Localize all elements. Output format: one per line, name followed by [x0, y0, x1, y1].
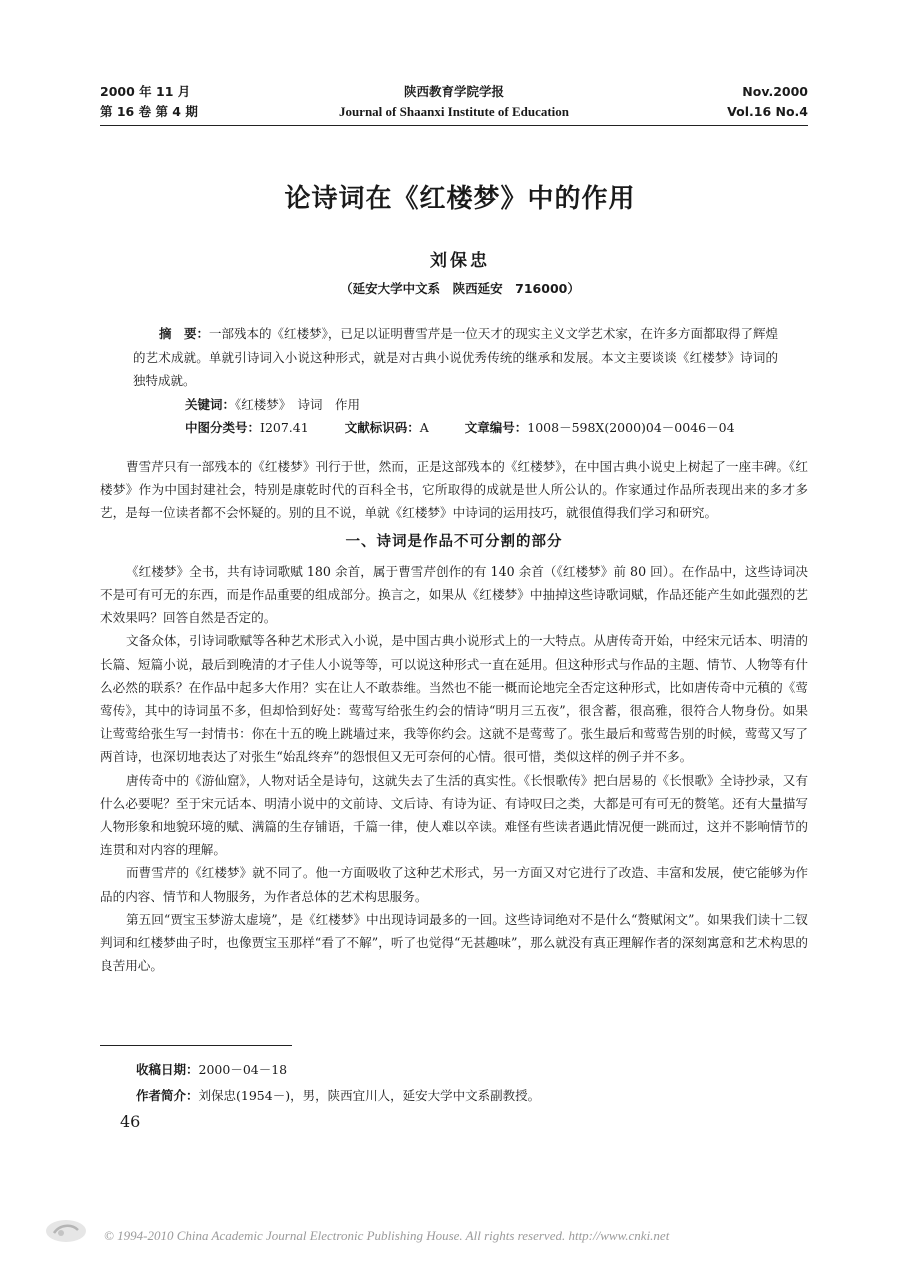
header-date-en: Nov.2000	[742, 84, 808, 99]
header-volume-en: Vol.16 No.4	[727, 104, 808, 119]
body-paragraph: 《红楼梦》全书，共有诗词歌赋 180 余首，属于曹雪芹创作的有 140 余首（《红楼梦》前 80 回）。在作品中，这些诗词决不是可有可无的东西，而是作品重要的组成部分。换言之，如果从《红楼梦》中抽掉这些诗歌词赋，作品还能产生如此强烈的艺术效果吗？回答自然是否定的。	[100, 563, 808, 626]
abstract-label: 摘 要：	[159, 326, 210, 341]
received-date	[136, 1057, 540, 1083]
intro-paragraph: 曹雪芹只有一部残本的《红楼梦》刊行于世，然而，正是这部残本的《红楼梦》，在中国古典小说史上树起了一座丰碑。《红楼梦》作为中国封建社会，特别是康乾时代的百科全书，它所取得的成就是世人所公认的。作家通过作品所表现出来的多才多艺，是每一位读者都不会怀疑的。别的且不说，单就《红楼梦》中诗词的运用技巧，就很值得我们学习和研究。	[100, 459, 808, 521]
keywords-label: 关键词：	[185, 396, 236, 412]
author-name: 刘保忠	[430, 251, 490, 271]
doc-code-value: A	[419, 420, 429, 435]
abstract-text: 一部残本的《红楼梦》，已足以证明曹雪芹是一位天才的现实主义文学艺术家，在许多方面都取得了辉煌的艺术成就。单就引诗词入小说这种形式，就是对古典小说优秀传统的继承和发展。本文主要谈谈《红楼梦》诗词的独特成就。	[133, 326, 778, 388]
journal-name-en: Journal of Shaanxi Institute of Education	[338, 104, 570, 119]
article-title: 论诗词在《红楼梦》中的作用	[284, 184, 636, 214]
header-date-cn: 2000 年 11 月	[100, 84, 191, 99]
article-body	[100, 455, 808, 977]
abstract-block	[133, 322, 778, 440]
author-bio	[136, 1083, 540, 1109]
body-paragraph: 文备众体，引诗词歌赋等各种艺术形式入小说，是中国古典小说形式上的一大特点。从唐传奇开始，中经宋元话本、明清的长篇、短篇小说，最后到晚清的才子佳人小说等等，可以说这种形式一直在延用。但这种形式与作品的主题、情节、人物等有什么必然的联系？在作品中起多大作用？实在让人不敢恭维。当然也不能一概而论地完全否定这种形式，比如唐传奇中元稹的《莺莺传》，其中的诗词虽不多，但却恰到好处：莺莺写给张生约会的情诗“明月三五夜”，很含蓄，很高雅，很符合人物身份。如果让莺莺给张生写一封情书：你在十五的晚上跳墙过来，我等你约会。这就不是莺莺了。张生最后和莺莺告别的时候，莺莺又写了两首诗，也深切地表达了对张生“始乱终弃”的怨恨但又无可奈何的心情。很可惜，类似这样的例子并不多。	[100, 633, 808, 765]
header-center	[100, 82, 808, 122]
body-paragraph: 而曹雪芹的《红楼梦》就不同了。他一方面吸收了这种艺术形式，另一方面又对它进行了改造、丰富和发展，使它能够为作品的内容、情节和人物服务，为作者总体的艺术构思服务。	[100, 865, 808, 904]
received-value: 2000－04－18	[198, 1062, 288, 1077]
cnki-logo-icon	[44, 1218, 88, 1244]
doc-code-label: 文献标识码：	[344, 420, 420, 435]
abstract	[133, 322, 778, 393]
keywords-text: 《红楼梦》 诗词 作用	[235, 396, 361, 412]
footnote-rule	[100, 1045, 292, 1046]
body-paragraph: 唐传奇中的《游仙窟》，人物对话全是诗句，这就失去了生活的真实性。《长恨歌传》把白居易的《长恨歌》全诗抄录，又有什么必要呢？至于宋元话本、明清小说中的文前诗、文后诗、有诗为证、有诗叹曰之类，大都是可有可无的赘笔。还有大量描写人物形象和地貌环境的赋、满篇的生存铺语，千篇一律，使人难以卒读。难怪有些读者遇此情况便一跳而过，这并不影响情节的连贯和对内容的理解。	[100, 772, 808, 858]
keywords	[133, 393, 778, 417]
section-heading: 一、诗词是作品不可分割的部分	[345, 533, 563, 550]
header-rule	[100, 125, 808, 126]
bio-value: 刘保忠(1954－)，男，陕西宜川人，延安大学中文系副教授。	[198, 1088, 541, 1103]
header-volume-cn: 第 16 卷 第 4 期	[100, 104, 198, 119]
article-number-label: 文章编号：	[464, 420, 528, 435]
page-number: 46	[120, 1112, 141, 1131]
body-paragraph: 第五回“贾宝玉梦游太虚境”，是《红楼梦》中出现诗词最多的一回。这些诗词绝对不是什么“赘赋闲文”。如果我们读十二钗判词和红楼梦曲子时，也像贾宝玉那样“看了不解”，听了也觉得“无甚趣味”，那么就没有真正理解作者的深刻寓意和艺术构思的良苦用心。	[100, 911, 808, 974]
clc-value: I207.41	[260, 420, 309, 435]
copyright-notice: © 1994-2010 China Academic Journal Electronic Publishing House. All rights reserved. http://www.cnki.net	[104, 1228, 670, 1243]
article-number-value: 1008－598X(2000)04－0046－04	[527, 420, 735, 435]
footnotes	[136, 1057, 540, 1109]
clc-label: 中图分类号：	[185, 420, 261, 435]
header-right	[727, 82, 808, 122]
classification-line	[133, 416, 778, 440]
received-label: 收稿日期：	[136, 1062, 199, 1077]
running-header	[100, 82, 808, 126]
bio-label: 作者简介：	[136, 1088, 199, 1103]
journal-name-cn: 陕西教育学院学报	[403, 84, 504, 99]
author-affiliation: （延安大学中文系 陕西延安 716000）	[340, 281, 580, 296]
